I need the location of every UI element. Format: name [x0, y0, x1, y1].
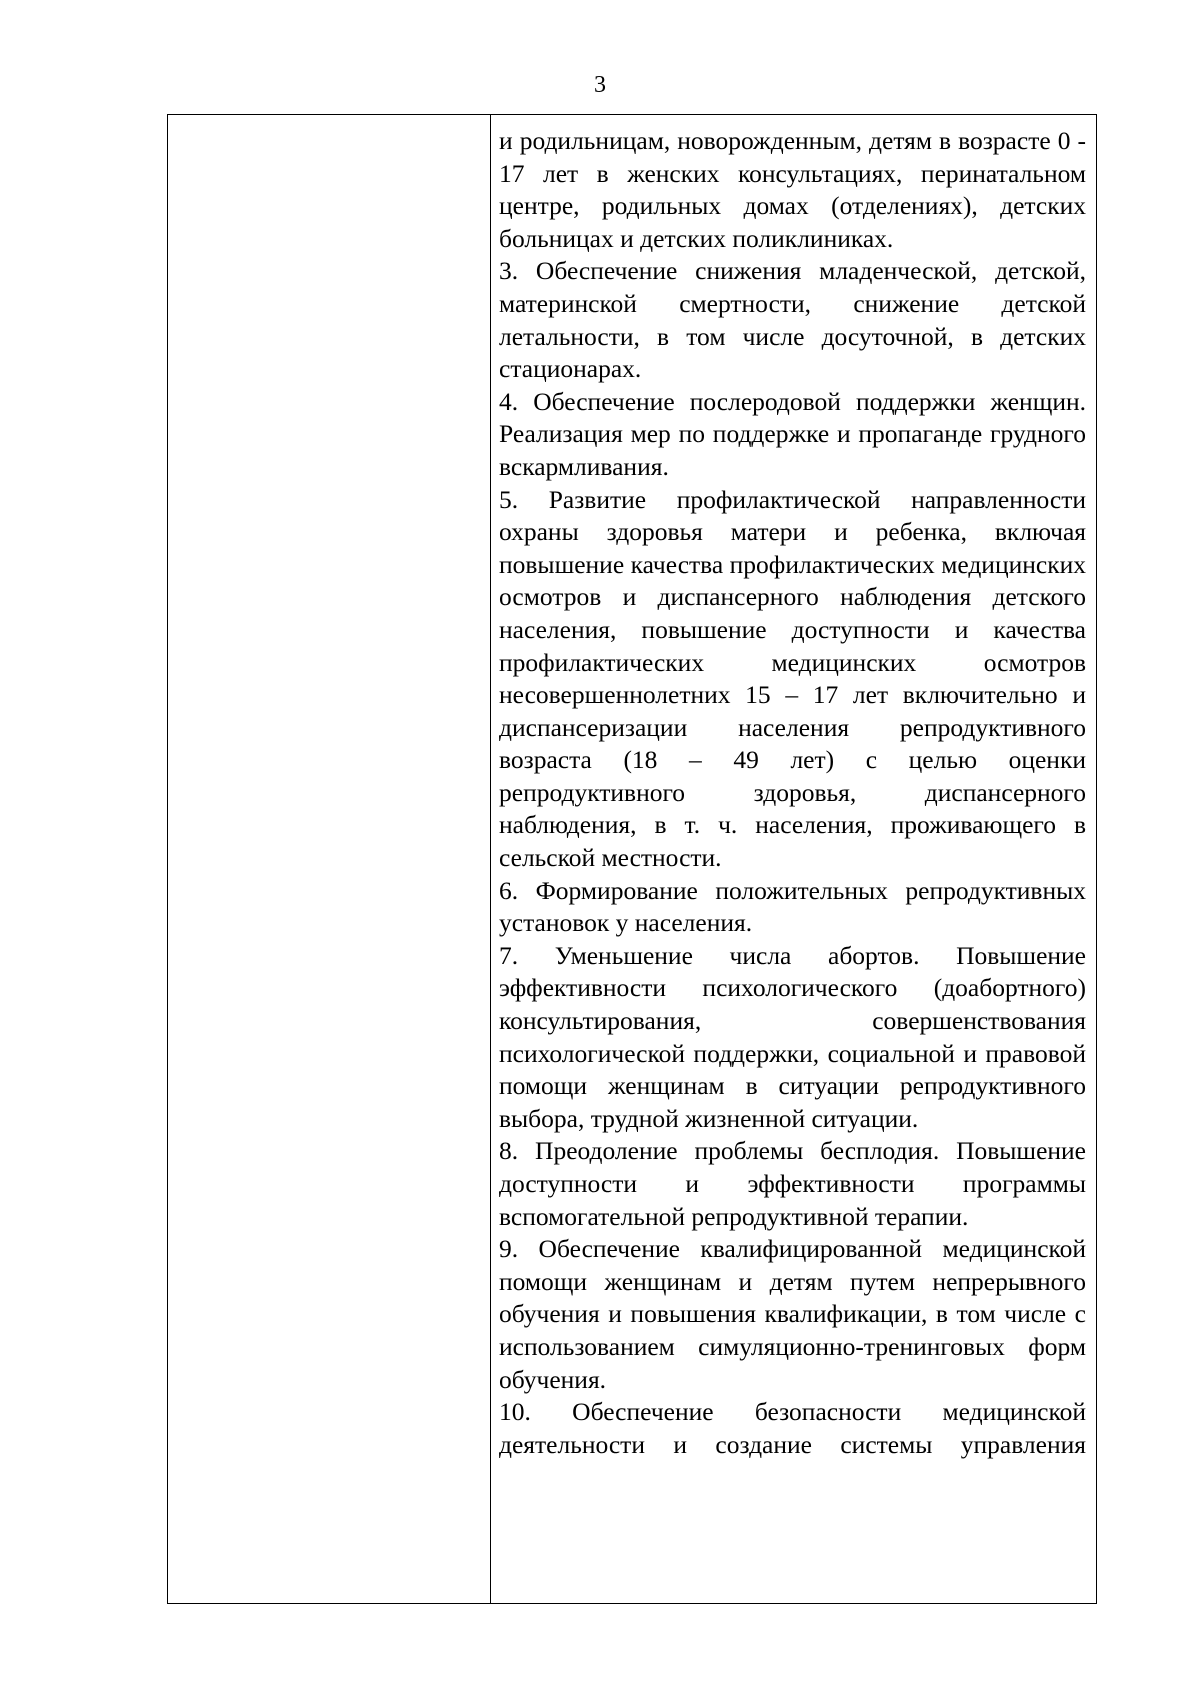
- paragraph-item-10: 10. Обеспечение безопасности медицинской деятельности и создание системы управления: [499, 1397, 1086, 1459]
- paragraph-item-6: 6. Формирование положительных репродуктивных установок у населения.: [499, 875, 1086, 938]
- paragraph-item-4: 4. Обеспечение послеродовой поддержки женщин. Реализация мер по поддержке и пропаганде грудного вскармливания.: [499, 386, 1086, 481]
- page-number: 3: [594, 72, 606, 98]
- right-cell: [491, 115, 1097, 1604]
- left-cell: [168, 115, 491, 1604]
- cell-text: [499, 125, 1086, 1461]
- paragraph-item-5: 5. Развитие профилактической направленности охраны здоровья матери и ребенка, включая повышение качества профилактических медицинских осмотров и диспансерного наблюдения детского населения, повышение доступности и качества профилактических медицинских осмотров несовершеннолетних 15 – 17 лет включительно и диспансеризации населения репродуктивного возраста (18 – 49 лет) с целью оценки репродуктивного здоровья, диспансерного наблюдения, в т. ч. населения, проживающего в сельской местности.: [499, 484, 1086, 873]
- paragraph-continuation: и родильницам, новорожденным, детям в возрасте 0 - 17 лет в женских консультациях, перинатальном центре, родильных домах (отделениях), детских больницах и детских поликлиниках.: [499, 126, 1086, 253]
- paragraph-item-7: 7. Уменьшение числа абортов. Повышение эффективности психологического (доабортного) консультирования, совершенствования психологической поддержки, социальной и правовой помощи женщинам в ситуации репродуктивного выбора, трудной жизненной ситуации.: [499, 940, 1086, 1133]
- paragraph-item-8: 8. Преодоление проблемы бесплодия. Повышение доступности и эффективности программы вспомогательной репродуктивной терапии.: [499, 1136, 1086, 1231]
- paragraph-item-9: 9. Обеспечение квалифицированной медицинской помощи женщинам и детям путем непрерывного обучения и повышения квалификации, в том числе с использованием симуляционно-тренинговых форм обучения.: [499, 1234, 1086, 1394]
- document-table: [167, 114, 1097, 1604]
- table-row: [168, 115, 1097, 1604]
- paragraph-item-3: 3. Обеспечение снижения младенческой, детской, материнской смертности, снижение детской летальности, в том числе досуточной, в детских стационарах.: [499, 256, 1086, 384]
